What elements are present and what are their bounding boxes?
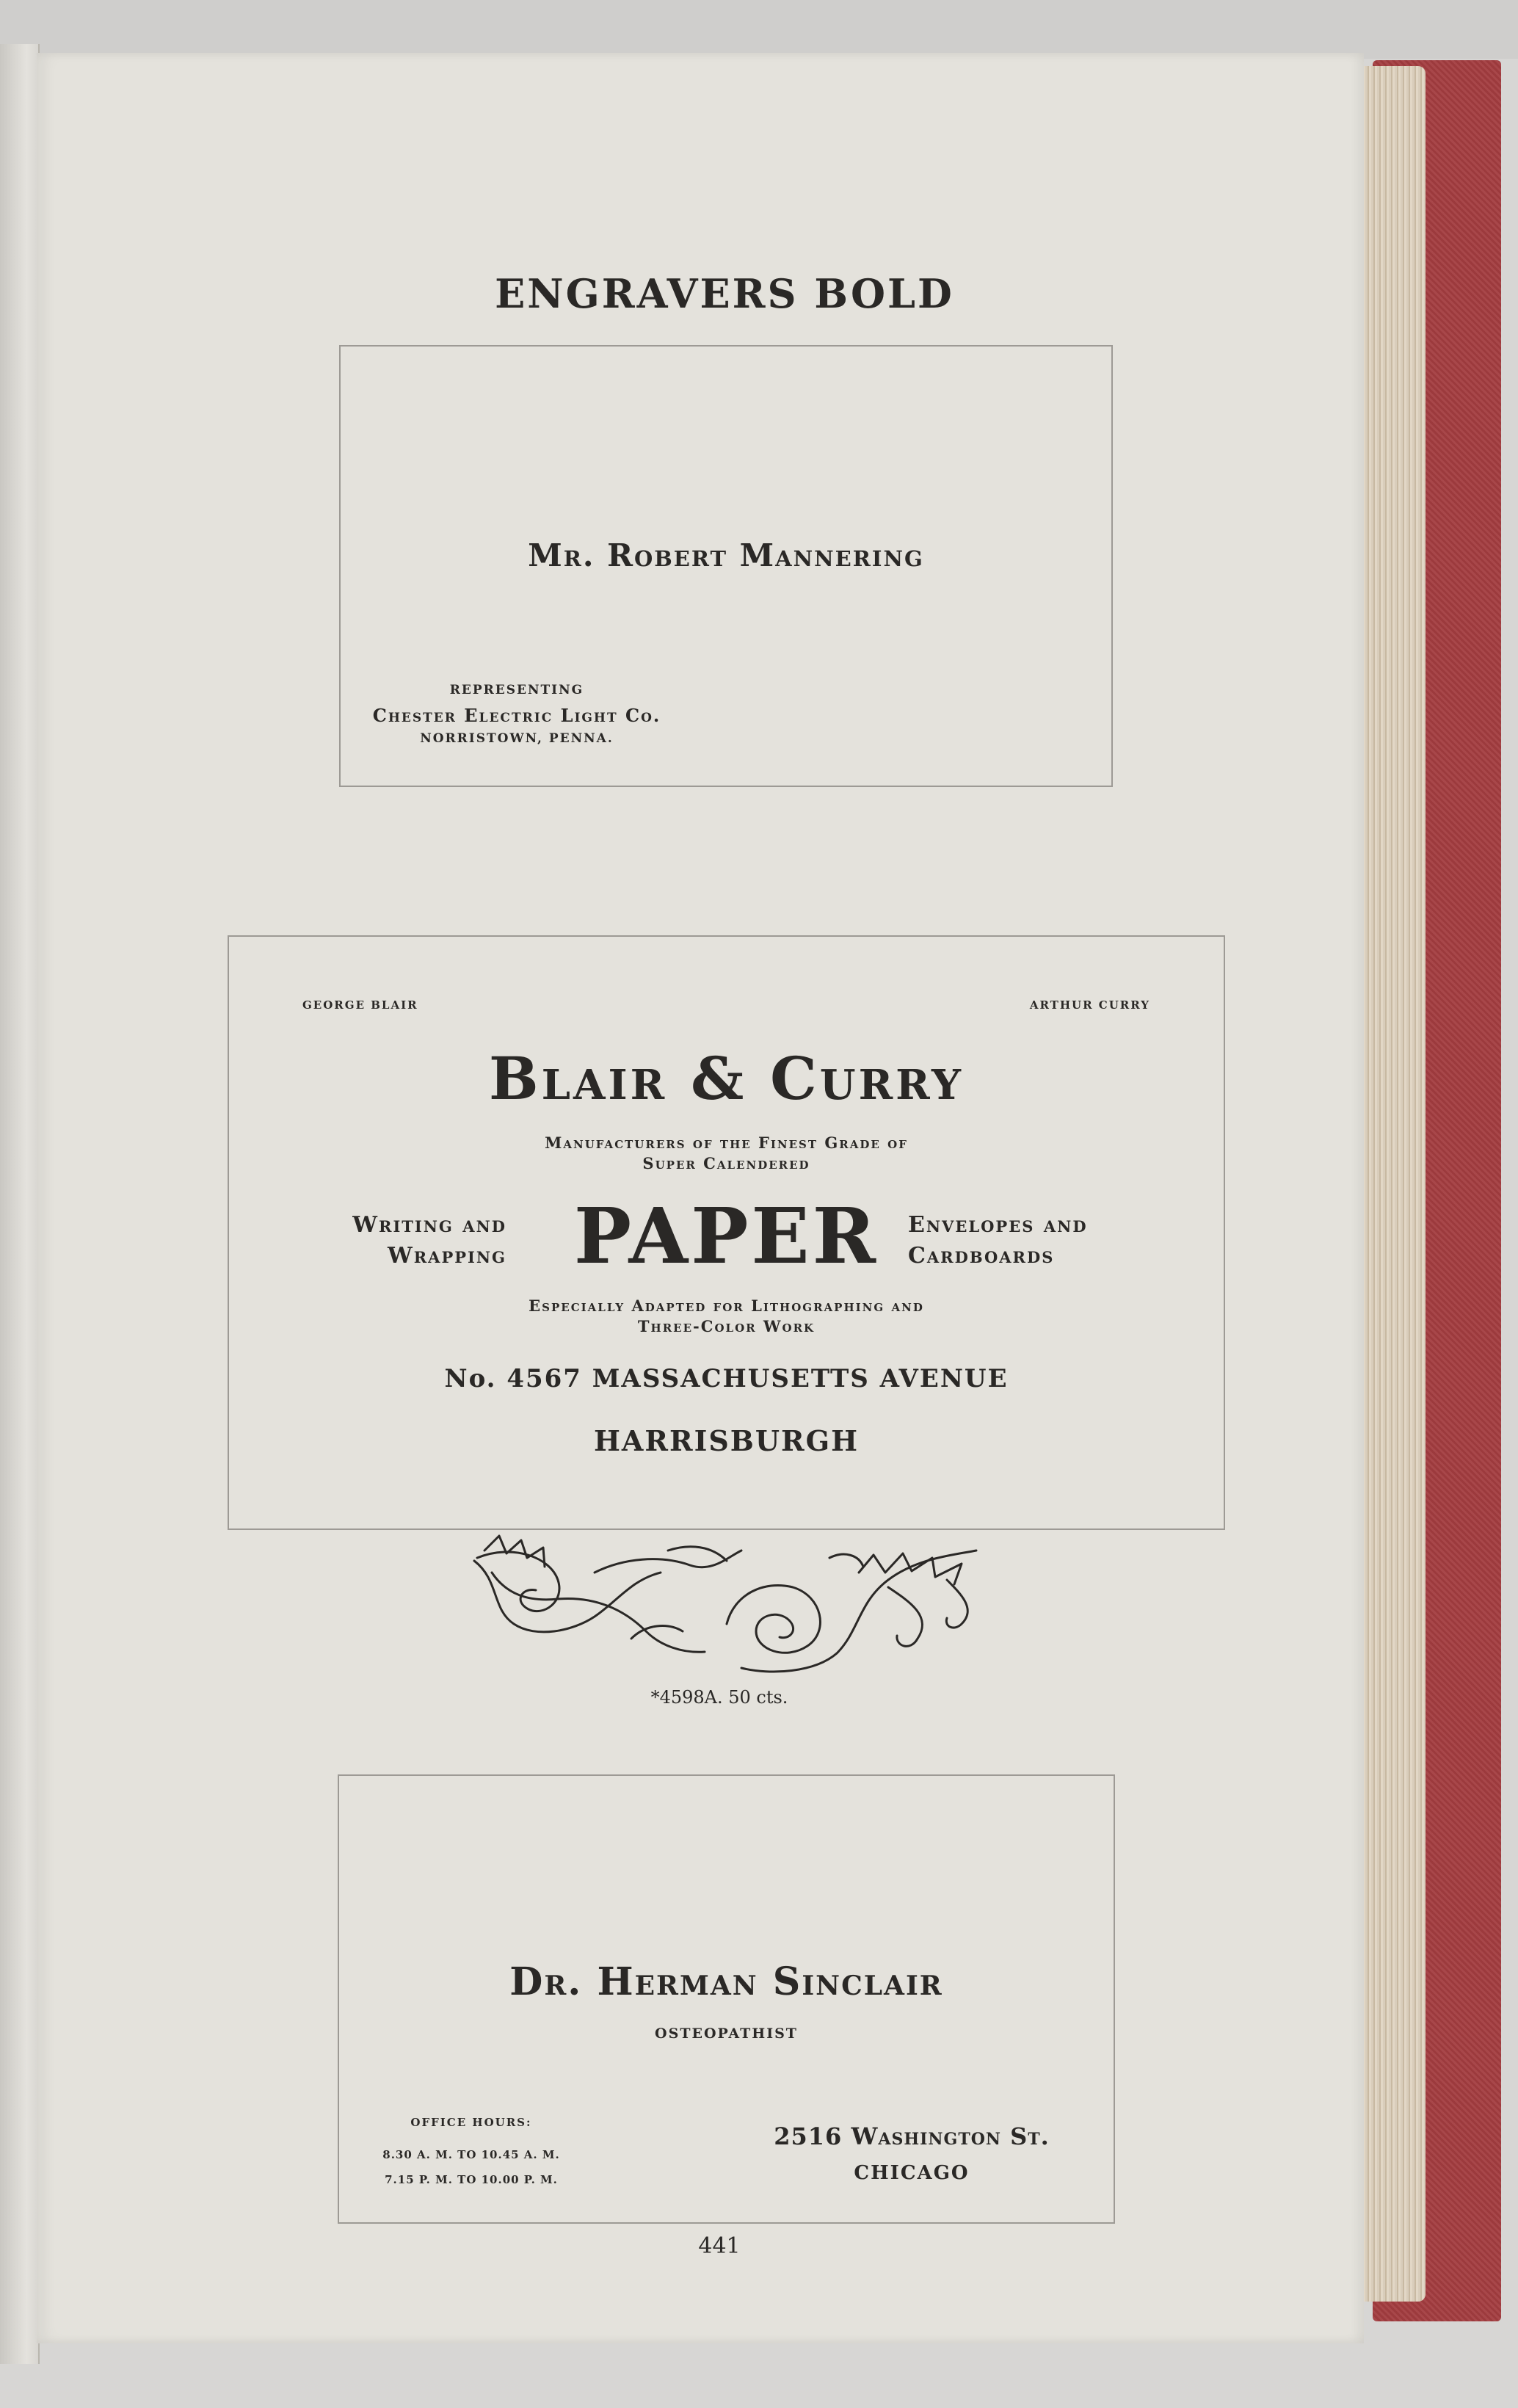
page-number: 441: [698, 2233, 741, 2259]
office-hours-label: OFFICE HOURS:: [410, 2116, 532, 2129]
especially-line-2: Three-Color Work: [637, 1317, 816, 1335]
card-street: 2516 Washington St.: [774, 2122, 1050, 2150]
card-name: Dr. Herman Sinclair: [509, 1959, 943, 2004]
page-edges: [1359, 66, 1426, 2302]
card-location: NORRISTOWN, PENNA.: [420, 731, 614, 746]
manufacturers-line-2: Super Calendered: [642, 1154, 810, 1172]
product-right-line-1: Envelopes and: [908, 1212, 1088, 1238]
ornament-scroll-icon: [448, 1528, 991, 1683]
manufacturers-line-1: Manufacturers of the Finest Grade of: [545, 1134, 908, 1152]
card-title: OSTEOPATHIST: [655, 2026, 798, 2042]
product-right: [908, 1210, 1150, 1272]
firm-name: Blair & Curry: [489, 1044, 964, 1113]
card-company: Chester Electric Light Co.: [372, 705, 661, 726]
product-right-line-2: Cardboards: [908, 1243, 1055, 1269]
business-card-blair-curry: [228, 935, 1225, 1530]
left-page-edge: [0, 44, 40, 2364]
product-left-line-1: Writing and: [352, 1212, 506, 1238]
background: [0, 0, 1518, 59]
card-name: Mr. Robert Mannering: [528, 537, 924, 573]
page-heading: ENGRAVERS BOLD: [495, 270, 954, 317]
product-title: PAPER: [573, 1191, 879, 1281]
especially-line-1: Especially Adapted for Lithographing and: [529, 1297, 924, 1315]
firm-city: HARRISBURGH: [594, 1424, 859, 1457]
partner-left: GEORGE BLAIR: [302, 998, 418, 1012]
office-hours-evening: 7.15 P. M. TO 10.00 P. M.: [385, 2173, 558, 2186]
business-card-sinclair: [338, 1774, 1115, 2224]
firm-address: No. 4567 MASSACHUSETTS AVENUE: [444, 1364, 1009, 1393]
book-page: [37, 53, 1364, 2343]
office-hours-morning: 8.30 A. M. TO 10.45 A. M.: [382, 2148, 560, 2161]
ornament-price: *4598A. 50 cts.: [650, 1687, 788, 1708]
product-left-line-2: Wrapping: [388, 1243, 506, 1269]
partner-right: ARTHUR CURRY: [1029, 998, 1150, 1012]
card-town: CHICAGO: [854, 2162, 970, 2184]
business-card-mannering: [339, 345, 1113, 787]
card-representing: REPRESENTING: [449, 683, 584, 697]
